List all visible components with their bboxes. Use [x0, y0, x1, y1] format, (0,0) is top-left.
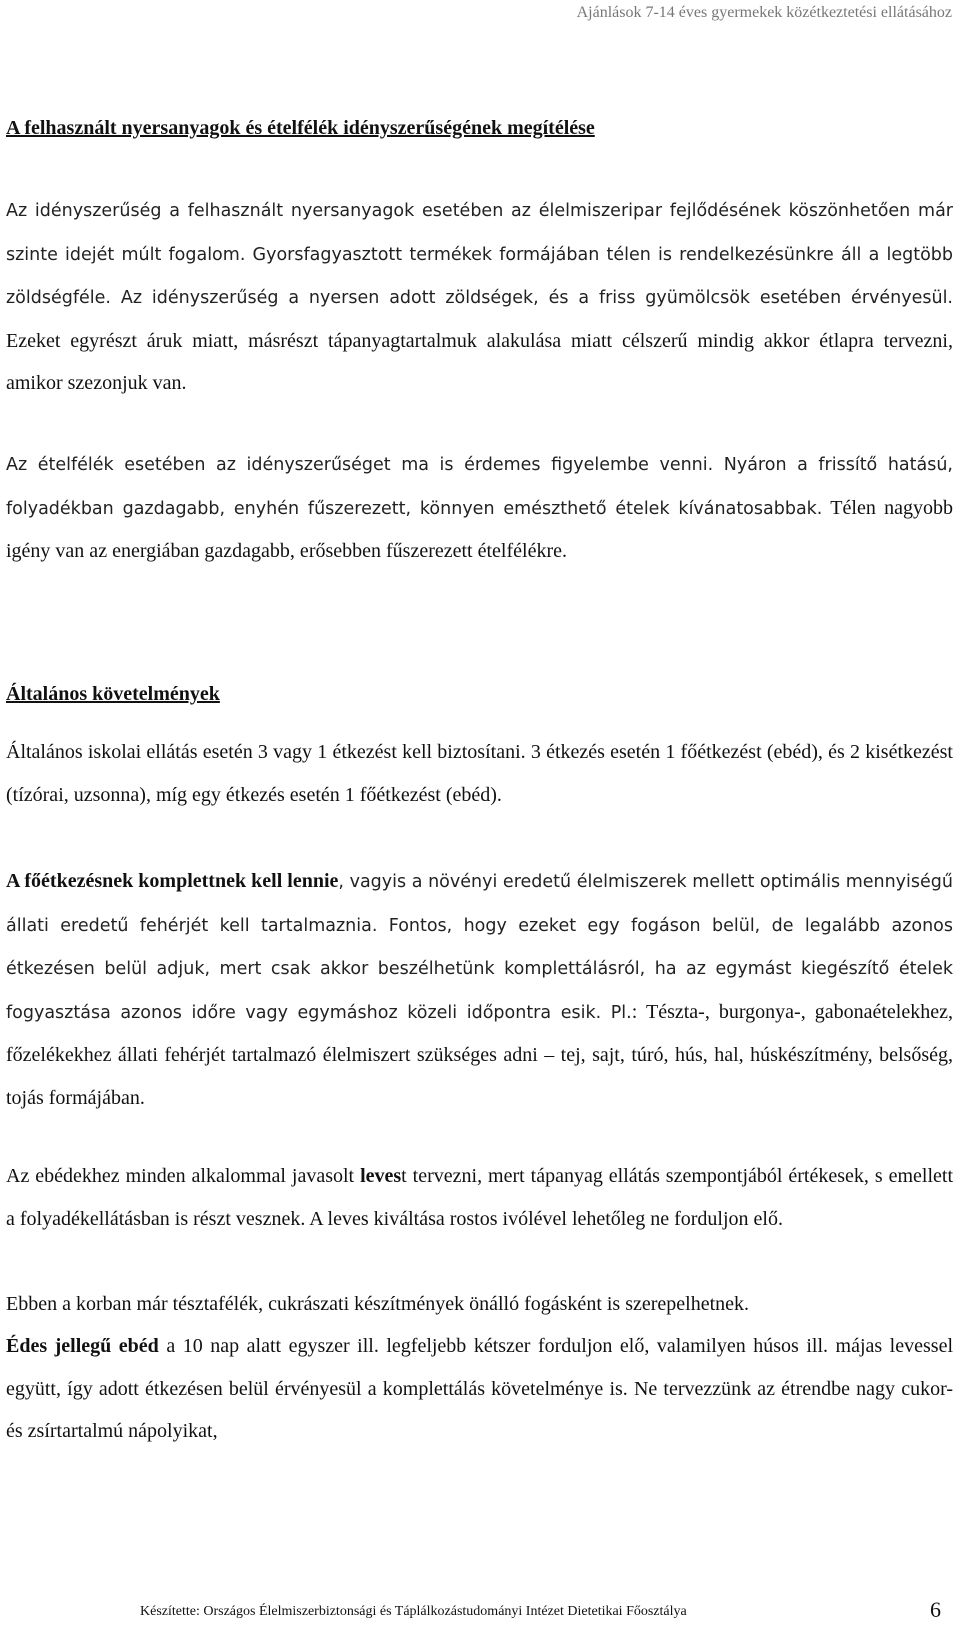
paragraph-text: Az ebédekhez minden alkalommal javasolt: [6, 1165, 361, 1187]
paragraph-text: Az idényszerűség a felhasznált nyersanyagok esetében az élelmiszeripar fejlődésének köszönhetően már szinte idejét múlt fogalom. Gyorsfagyasztott termékek formájában télen is rendelkezésünkre áll a legtöbb zöldségféle. Az idényszerűség a nyersen adott zöldségek, és a friss gyümölcsök esetében érvényesül.: [6, 201, 953, 308]
paragraph-text: a 10 nap alatt egyszer ill. legfeljebb kétszer forduljon elő, valamilyen húsos ill. májas levessel együtt, így adott étkezésen belül érvényesül a komplettálás követelménye is. Ne tervezzünk az étrendbe nagy cukor- és zsírtartalmú nápolyikat,: [6, 1335, 953, 1442]
paragraph-text: t tervezni, mert tápanyag ellátás szempontjából értékesek, s emellett a folyadékellátásban is részt vesznek. A leves kiváltása rostos ivólével lehetőleg ne forduljon elő.: [6, 1165, 953, 1230]
paragraph-sweet-lunch: [6, 1325, 953, 1453]
paragraph-text: Tészta-, burgonya-, gabonaételekhez, főzelékekhez állati fehérjét tartalmazó élelmiszert szükséges adni – tej, sajt, túró, hús, hal, húskészítmény, belsőség, tojás formájában.: [6, 1000, 953, 1109]
paragraph-meal-count: Általános iskolai ellátás esetén 3 vagy 1 étkezést kell biztosítani. 3 étkezés esetén 1 főétkezést (ebéd), és 2 kisétkezést (tízórai, uzsonna), míg egy étkezés esetén 1 főétkezést (ebéd).: [6, 741, 953, 806]
paragraph-seasonality-ingredients: [6, 189, 953, 405]
paragraph-text: Télen nagyobb igény van az energiában gazdagabb, erősebben fűszerezett ételfélékre.: [6, 496, 954, 562]
emphasis-sweet-lunch: Édes jellegű ebéd: [6, 1335, 159, 1357]
paragraph-pastries: Ebben a korban már tésztafélék, cukrászati készítmények önálló fogásként is szerepelhetnek.: [6, 1293, 750, 1315]
paragraph-text: :: [631, 1000, 638, 1023]
paragraph-text: , vagyis a növényi eredetű élelmiszerek mellett optimális mennyiségű állati eredetű fehérjét kell tartalmaznia. Fontos, hogy ezeket egy fogáson belül, de legalább azonos étkezésen belül adjuk, mert csak akkor beszélhetünk komplettálásról, ha az egymást kiegészítő ételek fogyasztása azonos időre vagy egymáshoz közeli időpontra esik. Pl.: [6, 872, 953, 1023]
paragraph-seasonality-dishes: [6, 443, 953, 573]
paragraph-text: Az ételfélék esetében az idényszerűséget ma is érdemes figyelembe venni.: [6, 455, 714, 475]
footer-credit: Készítette: Országos Élelmiszerbiztonsági és Táplálkozástudományi Intézet Dietetikai Főosztálya: [140, 1604, 687, 1619]
paragraph-main-meal: [6, 860, 953, 1119]
page-number: 6: [930, 1597, 941, 1622]
running-header: Ajánlások 7-14 éves gyermekek közétkeztetési ellátásához: [576, 4, 952, 21]
paragraph-soup: [6, 1155, 953, 1240]
paragraph-text: Nyáron a frissítő hatású, folyadékban gazdagabb, enyhén fűszerezett, könnyen emészthető ételek kívánatosabbak.: [6, 455, 953, 519]
emphasis-soup: leves: [360, 1165, 402, 1187]
paragraph-text: Ezeket egyrészt áruk miatt, másrészt tápanyagtartalmuk alakulása miatt célszerű mindig akkor étlapra tervezni, amikor szezonjuk van.: [6, 329, 953, 394]
section-heading-seasonality: A felhasznált nyersanyagok és ételfélék idényszerűségének megítélése: [6, 117, 595, 139]
emphasis-main-meal: A főétkezésnek komplettnek kell lennie: [6, 870, 339, 892]
section-heading-general-requirements: Általános követelmények: [6, 683, 220, 705]
